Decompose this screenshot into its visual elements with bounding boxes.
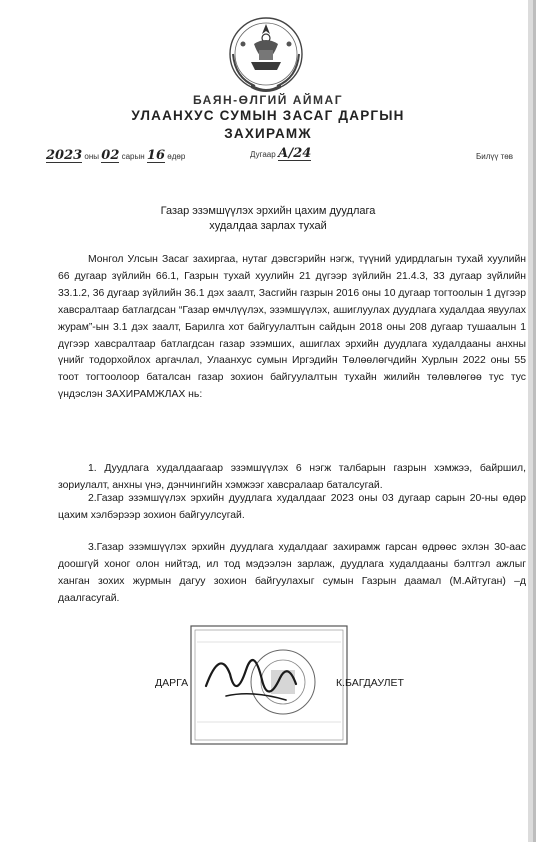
date-month: 02 — [101, 148, 120, 163]
header-document-type: ЗАХИРАМЖ — [224, 126, 312, 141]
preamble-paragraph: Монгол Улсын Засаг захиргаа, нутаг дэвсгэрийн нэгж, түүний удирдлагын тухай хуулийн 66 дугаар зүйлийн 66.1, Газрын тухай хуулийн 21 дүгээр зүйлийн 21.4.3, 33 дугаар зүйлийн 33.1.2, 36 дугаар зүйлийн 36.1 дэх заалт, Засгийн газрын 2016 оны 10 дугаар тогтоолын 1 дүгээр хавсралтаар батлагдсан “Газар өмчлүүлэх, эзэмшүүлэх, ашиглуулах дуудлага худалдаа явуулах журам”-ын 3.1 дэх заалт, Барилга хот байгуулалтын сайдын 2018 оны 208 дугаар тушаалын 1 дүгээр хавсралтаар батлагдсан газар эзэмших, ашиглах эрхийн дуудлага худалдааны анхны үнийг тодорхойлох аргачлал, Улаанхус сумын Иргэдийн Төлөөлөгчдийн Хурлын 2022 оны 55 тоот тогтоолоор баталсан газар зохион байгуулалтын тухайн жилийн төлөвлөгөө тус тус үндэслэн ЗАХИРАМЖЛАХ нь: — [58, 254, 526, 401]
signature-title: ДАРГА — [155, 677, 189, 689]
state-emblem-icon — [221, 14, 311, 96]
subject-line-1: Газар эзэмшүүлэх эрхийн цахим дуудлага — [160, 205, 376, 217]
header-aimag: БАЯН-ӨЛГИЙ АЙМАГ — [192, 93, 344, 107]
date-year: 2023 — [46, 148, 83, 163]
date-field — [46, 150, 185, 163]
signature-mark — [196, 640, 306, 720]
item-3-paragraph: 3.Газар эзэмшүүлэх эрхийн дуудлага худалдааг захирамж гарсан өдрөөс эхлэн 30-аас доошгүй хоног олон нийтэд, ил тод мэдээлэн зарлаж, дуудлага худалдааны бэлтгэл ажлыг ханган зохих журмын дагуу зохион байгуулахыг сумын Газрын даамал (М.Айтуган) –д даалгасугай. — [58, 542, 526, 604]
scan-edge-shadow — [522, 0, 536, 842]
item-1-paragraph: 1. Дуудлага худалдаагаар эзэмшүүлэх 6 нэгж талбарын газрын хэмжээ, байршил, зориулалт, анхны үнэ, дэнчингийн хэмжээг хавсралаар баталсугай. — [58, 463, 526, 491]
signature-name: К.БАГДАУЛЕТ — [336, 677, 404, 689]
date-day-suffix: өдөр — [167, 152, 186, 161]
number-field — [250, 148, 311, 161]
place-label: Билүү төв — [476, 152, 513, 161]
number-value: А/24 — [277, 146, 312, 161]
subject-line-2: худалдаа зарлах тухай — [209, 220, 327, 232]
number-label: Дугаар — [250, 150, 276, 159]
date-month-suffix: сарын — [121, 152, 145, 161]
date-year-suffix: оны — [84, 152, 100, 161]
date-day: 16 — [146, 148, 166, 163]
header-governor: УЛААНХУС СУМЫН ЗАСАГ ДАРГЫН — [131, 108, 405, 123]
item-2-paragraph: 2.Газар эзэмшүүлэх эрхийн дуудлага худалдааг 2023 оны 03 дугаар сарын 20-ны өдөр цахим хэлбэрээр зохион байгуулсугай. — [58, 493, 526, 521]
